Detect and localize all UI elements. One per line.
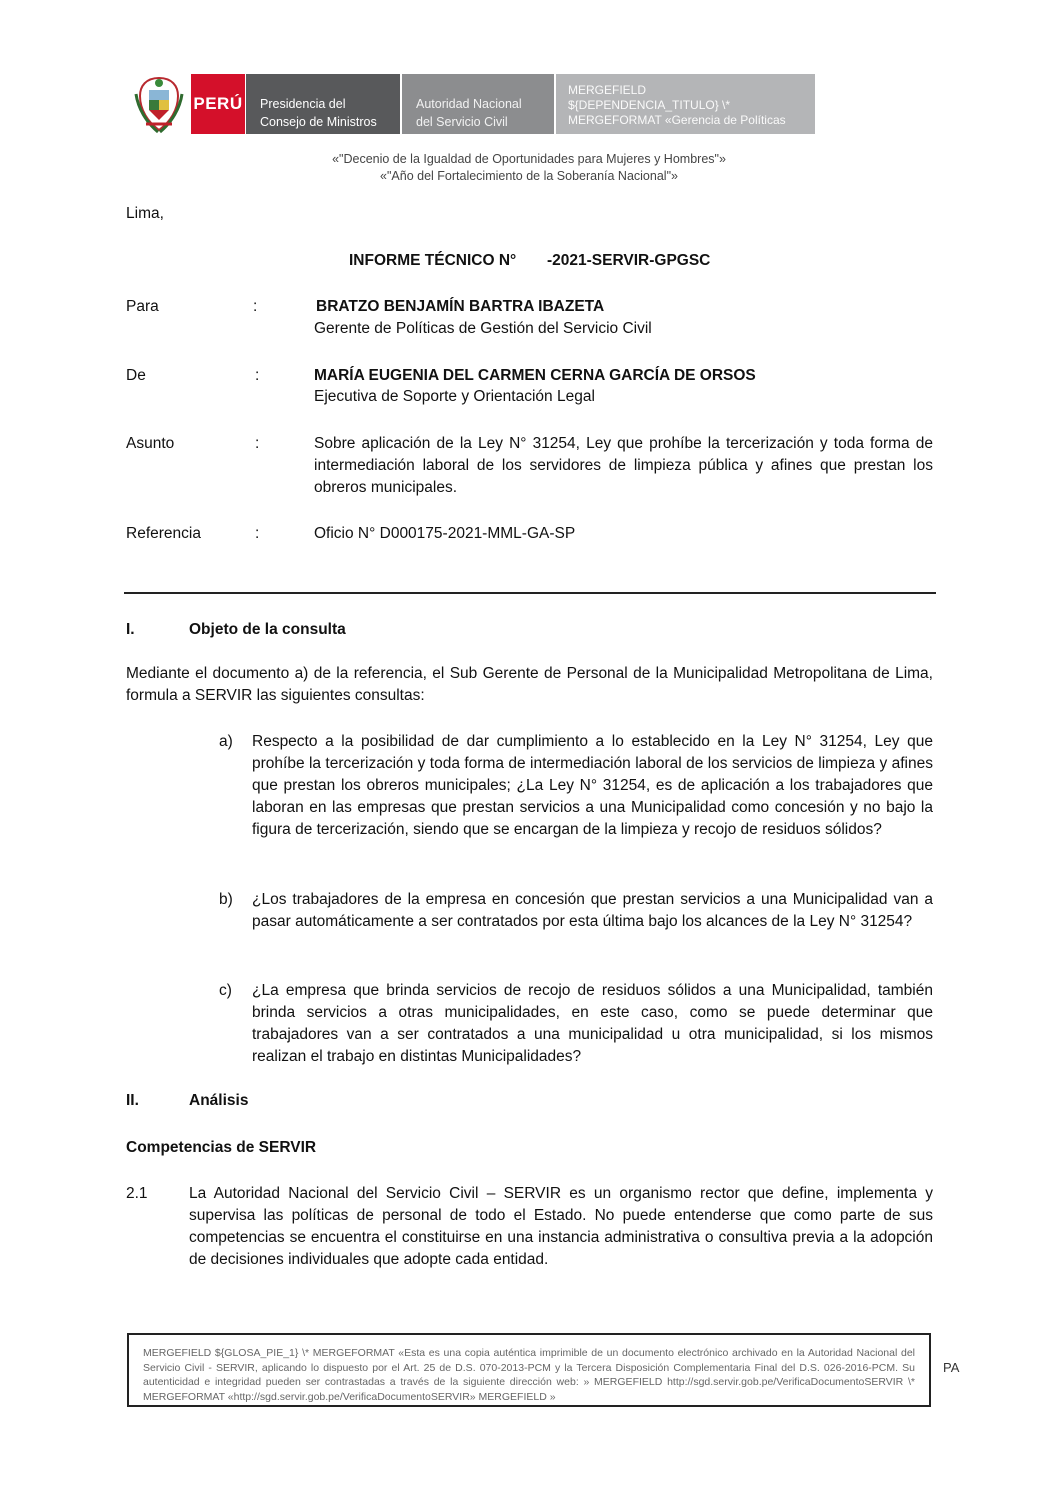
pcm-label-line2: Consejo de Ministros [260,115,377,129]
de-colon: : [255,367,260,384]
section1-number: I. [126,621,135,638]
section2-subtitle: Competencias de SERVIR [126,1139,317,1156]
page-label: PA [943,1360,960,1375]
para-colon: : [253,298,258,315]
section2-title: Análisis [189,1092,249,1109]
paragraph-2-1-text: La Autoridad Nacional del Servicio Civil – SERVIR es un organismo rector que define, implementa y supervisa las políticas de personal de todo el Estado. No puede entenderse que como parte de sus competencias se encuentra el constituirse en una instancia administrativa o consultiva previa a la adopción de decisiones individuales que adopte cada entidad. [189,1185,933,1268]
coat-of-arms-icon [132,74,186,136]
para-name: BRATZO BENJAMÍN BARTRA IBAZETA [316,298,605,315]
header-divider [124,592,936,594]
report-title-part2: -2021-SERVIR-GPGSC [547,252,711,269]
pcm-label-box [246,74,400,134]
place-date: Lima, [126,205,164,222]
item-c-marker: c) [219,982,232,999]
asunto-label: Asunto [126,435,175,452]
para-role: Gerente de Políticas de Gestión del Servicio Civil [314,320,652,337]
paragraph-2-1-number: 2.1 [126,1185,148,1202]
referencia-colon: : [255,525,260,542]
servir-label-line1: Autoridad Nacional [416,97,522,111]
section2-number: II. [126,1092,139,1109]
item-a-text: Respecto a la posibilidad de dar cumplimiento a lo establecido en la Ley N° 31254, Ley que prohíbe la tercerización y toda forma de intermediación laboral de los servicios de limpieza y afines que prestan los obreros municipales; ¿La Ley N° 31254, es de aplicación a los trabajadores que laboran en las empresas que prestan servicios a una Municipalidad como concesión y no bajo la figura de tercerización, siendo que se encargan de la limpieza y recojo de residuos sólidos? [252,733,933,838]
authenticity-footer [127,1333,931,1407]
report-title-part1: INFORME TÉCNICO N° [349,252,517,269]
section1-title: Objeto de la consulta [189,621,346,638]
dependencia-line3: MERGEFORMAT «Gerencia de Políticas [568,113,786,127]
decenio-line: «"Decenio de la Igualdad de Oportunidades para Mujeres y Hombres"» [332,152,726,166]
servir-label-line2: del Servicio Civil [416,115,508,129]
item-b-text: ¿Los trabajadores de la empresa en concesión que prestan servicios a una Municipalidad van a pasar automáticamente a ser contratados por esta última bajo los alcances de la Ley N° 31254? [252,891,933,930]
item-b-marker: b) [219,891,233,908]
item-a-marker: a) [219,733,233,750]
de-name: MARÍA EUGENIA DEL CARMEN CERNA GARCÍA DE ORSOS [314,367,756,384]
section1-intro: Mediante el documento a) de la referencia, el Sub Gerente de Personal de la Municipalidad Metropolitana de Lima, formula a SERVIR las siguientes consultas: [126,665,933,704]
referencia-text: Oficio N° D000175-2021-MML-GA-SP [314,525,576,542]
dependencia-line1: MERGEFIELD [568,83,647,97]
year-name-line: «"Año del Fortalecimiento de la Soberanía Nacional"» [380,169,678,183]
servir-label-box [402,74,554,134]
referencia-label: Referencia [126,525,201,542]
de-label: De [126,367,146,384]
asunto-text: Sobre aplicación de la Ley N° 31254, Ley que prohíbe la tercerización y toda forma de intermediación laboral de los servidores de limpieza pública y afines que prestan los obreros municipales. [314,435,933,496]
authenticity-footer-text: MERGEFIELD ${GLOSA_PIE_1} \* MERGEFORMAT «Esta es una copia auténtica imprimible de un documento electrónico archivado en la Autoridad Nacional del Servicio Civil - SERVIR, aplicando lo dispuesto por el Art. 25 de D.S. 070-2013-PCM y la Tercera Disposición Complementaria Final del D.S. 026-2016-PCM. Su autenticidad e integridad pueden ser contrastadas a través de la siguiente dirección web: » MERGEFIELD http://sgd.servir.gob.pe/VerificaDocumentoSERVIR \* MERGEFORMAT «http://sgd.servir.gob.pe/VerificaDocumentoSERVIR» MERGEFIELD » [143,1347,915,1403]
item-c-text: ¿La empresa que brinda servicios de recojo de residuos sólidos a una Municipalidad, también brinda servicios a otras municipalidades, en este caso, como se puede determinar que trabajadores van a ser contratados a una municipalidad u otra municipalidad, si los mismos realizan el trabajo en distintas Municipalidades? [252,982,933,1065]
dependencia-label-box [556,74,815,134]
peru-brand-badge: PERÚ [191,74,245,134]
asunto-colon: : [255,435,260,452]
de-role: Ejecutiva de Soporte y Orientación Legal [314,388,595,405]
pcm-label-line1: Presidencia del [260,97,346,111]
para-label: Para [126,298,159,315]
dependencia-line2: ${DEPENDENCIA_TITULO} \* [568,98,731,112]
